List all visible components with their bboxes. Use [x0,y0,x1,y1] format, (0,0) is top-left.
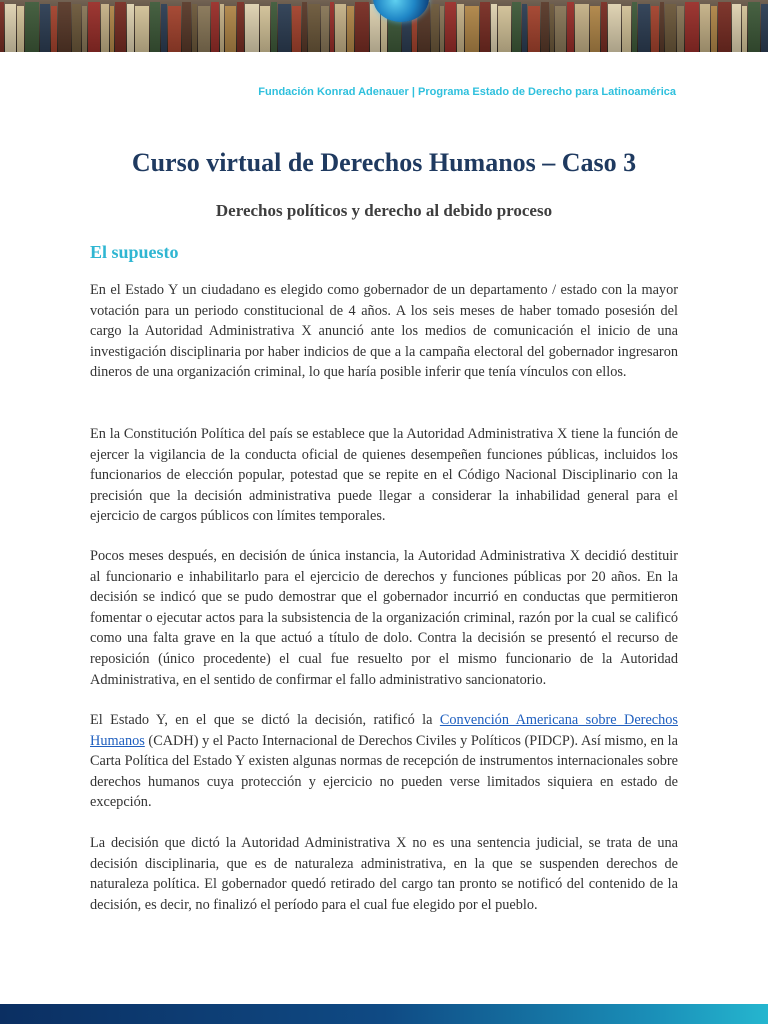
paragraph-4 [90,710,678,813]
footer-gradient-bar [0,1004,768,1024]
section-heading: El supuesto [90,242,179,262]
paragraph-3: Pocos meses después, en decisión de única instancia, la Autoridad Administrativa X decidió destituir al funcionario e inhabilitarlo para el ejercicio de derechos y funciones públicas por 20 años. En la decisión se indicó que se pudo demostrar que el gobernador incurrió en conductas que permitieron fomentar o ejecutar actos para la subsistencia de la organización criminal, razón por la cual se calificó como una falta grave en la que actuó a título de dolo. Contra la decisión se presentó el recurso de reposición (único procedente) el cual fue resuelto por el mismo funcionario de la Autoridad Administrativa, en el sentido de confirmar el fallo administrativo sancionatorio. [90,548,678,688]
cadh-link[interactable]: Convención Americana sobre Derechos Humanos [90,712,678,749]
paragraph-5: La decisión que dictó la Autoridad Administrativa X no es una sentencia judicial, se trata de una decisión disciplinaria, que es de naturaleza administrativa, en la que se suspenden derechos de naturaleza política. El gobernador quedó retirado del cargo tan pronto se notificó del contenido de la decisión, es decir, no finalizó el período para el cual fue elegido por el pueblo. [90,835,678,913]
paragraph-4-before-link: El Estado Y, en el que se dictó la decisión, ratificó la [90,712,440,728]
page-title: Curso virtual de Derechos Humanos – Caso 3 [131,148,637,177]
paragraph-2: En la Constitución Política del país se establece que la Autoridad Administrativa X tiene la función de ejercer la vigilancia de la conducta oficial de quienes desempeñen funciones públicas, incluidos los funcionarios de elección popular, potestad que se repite en el Código Nacional Disciplinario con la precisión que la decisión administrativa puede llegar a considerar la inhabilidad general para el ejercicio de cargos públicos con límites temporales. [90,426,678,525]
page-subtitle: Derechos políticos y derecho al debido proceso [215,201,553,220]
paragraph-1: En el Estado Y un ciudadano es elegido como gobernador de un departamento / estado con la mayor votación para un periodo constitucional de 4 años. A los seis meses de haber tomado posesión del cargo la Autoridad Administrativa X anunció ante los medios de comunicación el inicio de una investigación disciplinaria por haber indicios de que a la campaña electoral del gobernador ingresaron dineros de una organización criminal, lo que haría posible inferir que tenía vínculos con ellos. [90,282,678,381]
header-banner [0,0,768,52]
foundation-program-line: Fundación Konrad Adenauer | Programa Estado de Derecho para Latinoamérica [258,86,676,98]
paragraph-4-after-link: (CADH) y el Pacto Internacional de Derechos Civiles y Políticos (PIDCP). Así mismo, en la Carta Política del Estado Y existen algunas normas de recepción de instrumentos internacionales sobre derechos humanos cuya protección y ejercicio no pueden verse limitados siquiera en estado de excepción. [90,732,678,811]
